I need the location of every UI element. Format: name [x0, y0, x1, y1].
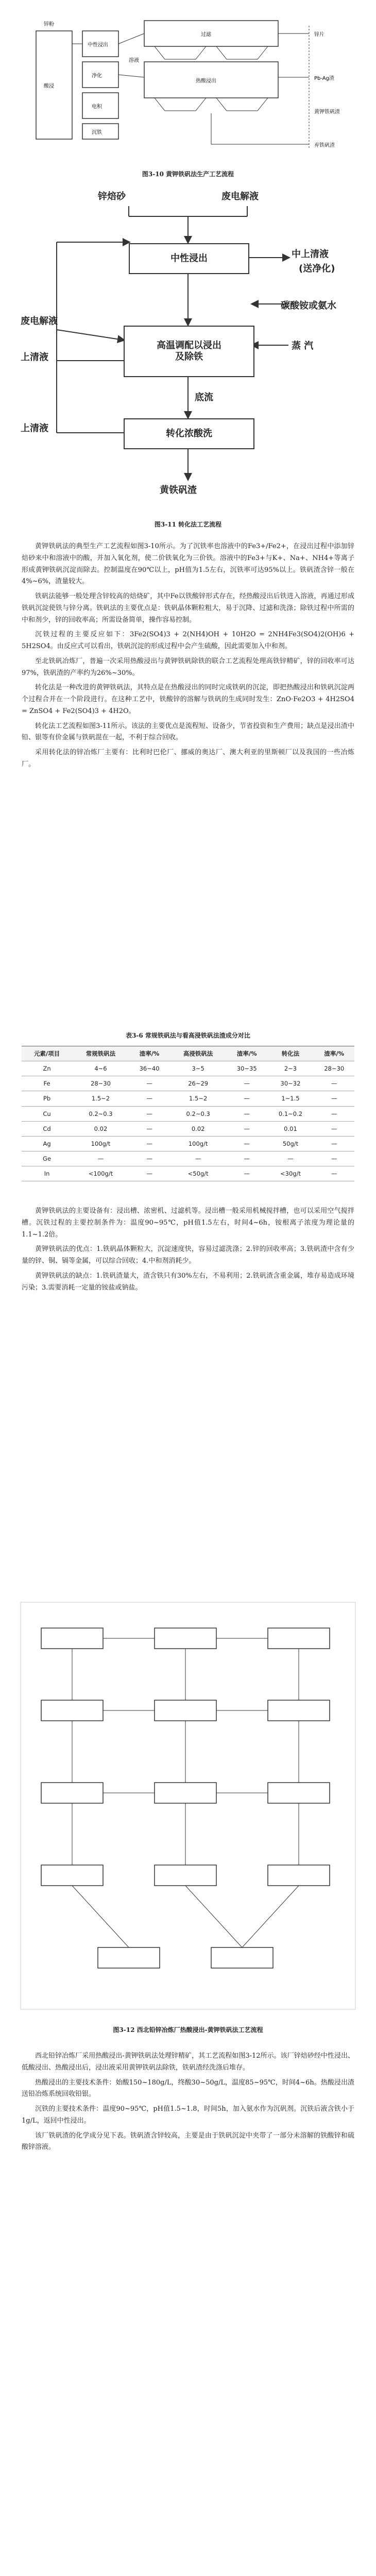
- node-spent-electrolyte: 废电解液: [21, 316, 58, 327]
- table-row: [22, 1151, 354, 1166]
- table-cell: —: [227, 1151, 267, 1166]
- table-cell: 50g/t: [267, 1136, 314, 1151]
- figure1-caption: 图3-10 黄钾铁矾法生产工艺流程: [142, 171, 234, 178]
- table-cell: 0.2~0.3: [169, 1106, 227, 1121]
- conversion-process-flowchart: [0, 185, 376, 515]
- table-cell: —: [227, 1091, 267, 1106]
- table-cell: 30~35: [227, 1061, 267, 1076]
- section-body-1: [22, 541, 354, 774]
- table1-body: [22, 1061, 354, 1181]
- table1-header-row: [22, 1046, 354, 1061]
- table-cell: 28~30: [72, 1076, 129, 1091]
- table-header-cell: 高浸铁矾法: [169, 1046, 227, 1061]
- node-spent-electrolyte-top: 废电解液: [221, 191, 259, 202]
- table-header-cell: 转化法: [267, 1046, 314, 1061]
- table-cell: —: [314, 1121, 354, 1136]
- table-cell: —: [227, 1121, 267, 1136]
- table-cell: —: [129, 1166, 169, 1181]
- paragraph-2: 铁矾法能够一般处理含锌较高的焙烧矿，其中Fe以铁酸锌形式存在，经热酸浸出后铁进入溶液，再通过形成铁矾沉淀使铁与锌分离。铁矾法的主要优点是：铁矾晶体颗粒粗大，易于沉降、过滤和洗涤；除铁过程中所需的中和剂少，锌的回收率高；所需设备简单，操作容易控制。: [22, 592, 354, 624]
- table-cell: —: [314, 1076, 354, 1091]
- node-underflow: 底流: [195, 392, 213, 403]
- table-cell: 28~30: [314, 1061, 354, 1076]
- table-row: [22, 1166, 354, 1181]
- label-zinc-cathode: 锌片: [314, 32, 324, 38]
- table-cell: Zn: [22, 1061, 72, 1076]
- table-cell: —: [314, 1106, 354, 1121]
- table1-caption: 表3-6 常规铁矾法与看高浸铁矾法渣成分对比: [126, 1032, 250, 1039]
- table-header-cell: 常规铁矾法: [72, 1046, 129, 1061]
- paragraph-11: 西北铅锌冶炼厂采用热酸浸出-黄钾铁矾法处理锌精矿，其工艺流程如图3-12所示。该厂锌焙砂经中性浸出、低酸浸出、热酸浸出后，浸出液采用黄钾铁矾法除铁，铁矾渣经洗涤后堆存。: [22, 2052, 354, 2072]
- label-waste: 弃铁矾渣: [314, 143, 335, 148]
- node-supernatant-left2: 上清液: [21, 423, 48, 434]
- table-cell: Ge: [22, 1151, 72, 1166]
- table-header-cell: 渣率/%: [227, 1046, 267, 1061]
- table-cell: <30g/t: [267, 1166, 314, 1181]
- table-cell: 36~40: [129, 1061, 169, 1076]
- table-cell: —: [129, 1151, 169, 1166]
- plant-flowsheet-figure: [0, 1597, 376, 2020]
- node-to-purify: (送净化): [299, 263, 335, 274]
- paragraph-1: 黄钾铁矾法的典型生产工艺流程如图3-10所示。为了沉铁率也溶液中的Fe3+/Fe2+，在浸出过程中添加锌焙砂来中和溶液中的酸，并加入氧化剂，使二价铁氧化为三价铁。溶液中的Fe3+与K+、Na+、NH4+等离子形成黄钾铁矾沉淀而除去。控制温度在90℃以上，pH值为1.5左右，沉铁率可达95%以上。铁矾渣含锌一般在4%~6%，渣量较大。: [22, 543, 354, 586]
- table-cell: 2~3: [267, 1061, 314, 1076]
- table-cell: 3~5: [169, 1061, 227, 1076]
- table-header-cell: 渣率/%: [314, 1046, 354, 1061]
- table-cell: —: [227, 1166, 267, 1181]
- table-cell: —: [129, 1121, 169, 1136]
- table-cell: 0.1~0.2: [267, 1106, 314, 1121]
- paragraph-5: 转化法是一种改进的黄钾铁矾法，其特点是在热酸浸出的同时完成铁矾的沉淀，即把热酸浸出和铁矾沉淀两个过程合并在一个阶段进行。在这种工艺中，铁酸锌的溶解与铁矾的生成同时发生：ZnO·Fe2O3 + 4H2SO4 = ZnSO4 + Fe2(SO4)3 + 4H2O。: [22, 684, 354, 715]
- paragraph-3: 沉铁过程的主要反应如下：3Fe2(SO4)3 + 2(NH4)OH + 10H2O = 2NH4Fe3(SO4)2(OH)6 + 5H2SO4。由反应式可以看出，铁矾沉淀的形成过程中会产生硫酸，因此需要加入中和剂。: [22, 631, 354, 650]
- node-neutral-leach: 中性浸出: [129, 243, 249, 274]
- label-precipitation: 沉铁: [92, 130, 102, 135]
- paragraph-10: 黄钾铁矾法的缺点：1.铁矾渣量大，渣含铁只有30%左右，不易利用；2.铁矾渣含重金属，堆存易造成环境污染；3.需要消耗一定量的铵盐或钠盐。: [22, 1272, 354, 1292]
- table-header-cell: 元素/项目: [22, 1046, 72, 1061]
- table-cell: —: [314, 1166, 354, 1181]
- residue-comparison-table: [22, 1046, 354, 1181]
- node-product: 黄铁矾渣: [160, 485, 197, 496]
- label-acid-leach: 酸浸: [44, 83, 54, 89]
- label-purification: 净化: [92, 73, 102, 79]
- paragraph-4: 至北铁矾冶炼厂，普遍一次采用热酸浸出与黄钾铁矾除铁的联合工艺流程处理高铁锌精矿，锌的回收率可达97%，铁矾渣的产率约为26%~30%。: [22, 657, 354, 677]
- table-cell: 30~32: [267, 1076, 314, 1091]
- table-cell: Cu: [22, 1106, 72, 1121]
- table-cell: —: [314, 1151, 354, 1166]
- table-cell: Ag: [22, 1136, 72, 1151]
- table-cell: —: [314, 1091, 354, 1106]
- table-cell: 1~1.5: [267, 1091, 314, 1106]
- table-cell: 0.01: [267, 1121, 314, 1136]
- table-cell: 0.02: [169, 1121, 227, 1136]
- paragraph-9: 黄钾铁矾法的优点：1.铁矾晶体颗粒大，沉淀速度快，容易过滤洗涤；2.锌的回收率高；3.铁矾渣中含有少量的锌、铜、镉等金属，可以综合回收；4.中和剂消耗少。: [22, 1245, 354, 1265]
- table-cell: Fe: [22, 1076, 72, 1091]
- figure3-caption: 图3-12 西北铅锌冶炼厂热酸浸出-黄钾铁矾法工艺流程: [113, 2026, 263, 2033]
- node-supernatant-right: 中上清液: [292, 249, 329, 260]
- table-cell: —: [129, 1091, 169, 1106]
- table-cell: —: [267, 1151, 314, 1166]
- figure2-caption: 图3-11 转化法工艺流程: [154, 521, 222, 528]
- paragraph-12: 热酸浸出的主要技术条件：始酸150~180g/L，终酸30~50g/L，温度85~95℃，时间4~6h。热酸浸出渣送铅冶炼系统回收铅银。: [22, 2078, 354, 2098]
- table-cell: 100g/t: [72, 1136, 129, 1151]
- table-row: [22, 1061, 354, 1076]
- node-supernatant-left: 上清液: [21, 352, 48, 363]
- table-cell: 1.5~2: [169, 1091, 227, 1106]
- table-cell: 100g/t: [169, 1136, 227, 1151]
- table-cell: —: [129, 1136, 169, 1151]
- section-body-2: [22, 1206, 354, 1297]
- table-cell: —: [314, 1136, 354, 1151]
- table-row: [22, 1076, 354, 1091]
- table-cell: —: [227, 1076, 267, 1091]
- paragraph-7: 采用转化法的锌冶炼厂主要有：比利时巴伦厂、挪威的奥达厂、澳大利亚的里斯顿厂以及我国的一些冶炼厂。: [22, 749, 354, 768]
- label-filtration: 过滤: [201, 32, 211, 38]
- paragraph-6: 转化法工艺流程如图3-11所示。该法的主要优点是流程短、设备少，节省投资和生产费用；缺点是浸出渣中铅、银等有价金属与铁矾混在一起，不利于综合回收。: [22, 722, 354, 742]
- label-zinc-dust: 锌粉: [44, 22, 54, 27]
- section-body-3: [22, 2050, 354, 2157]
- table-row: [22, 1091, 354, 1106]
- table-cell: —: [129, 1106, 169, 1121]
- table-cell: —: [227, 1136, 267, 1151]
- table-row: [22, 1121, 354, 1136]
- label-pb-ag-residue: Pb-Ag渣: [314, 76, 334, 81]
- table-cell: <100g/t: [72, 1166, 129, 1181]
- table-row: [22, 1136, 354, 1151]
- table-cell: 0.02: [72, 1121, 129, 1136]
- table-cell: Cd: [22, 1121, 72, 1136]
- label-jarosite-residue: 黄钾铁矾渣: [314, 109, 340, 115]
- table-cell: 26~29: [169, 1076, 227, 1091]
- node-conversion: 转化浓酸洗: [124, 418, 254, 449]
- table-cell: —: [129, 1076, 169, 1091]
- node-ammonium-carbonate: 碳酸铵或氨水: [281, 300, 336, 311]
- label-hot-acid: 热酸浸出: [196, 78, 216, 84]
- table-cell: —: [72, 1151, 129, 1166]
- label-electrowinning: 电积: [92, 104, 102, 110]
- table-cell: —: [227, 1106, 267, 1121]
- table-cell: 1.5~2: [72, 1091, 129, 1106]
- table-cell: Pb: [22, 1091, 72, 1106]
- paragraph-13: 沉铁的主要技术条件：温度90~95℃，pH值1.5~1.8，时间5h，加入氨水作为沉矾剂。沉铁后液含铁小于1g/L，返回中性浸出。: [22, 2105, 354, 2125]
- table-cell: <50g/t: [169, 1166, 227, 1181]
- table-cell: 4~6: [72, 1061, 129, 1076]
- node-hot-leach: 高温调配以浸出 及除铁: [124, 326, 254, 377]
- label-neutral-leach: 中性浸出: [88, 42, 108, 48]
- label-solution: 溶液: [129, 58, 139, 63]
- paragraph-14: 该厂铁矾渣的化学成分见下表。铁矾渣含锌较高，主要是由于铁矾沉淀中夹带了一部分未溶解的铁酸锌和硫酸锌溶液。: [22, 2131, 354, 2151]
- node-zinc-calcine: 锌焙砂: [98, 191, 126, 202]
- jarosite-flowsheet-figure: [0, 10, 376, 165]
- table-row: [22, 1106, 354, 1121]
- paragraph-8: 黄钾铁矾法的主要设备有：浸出槽、浓密机、过滤机等。浸出槽一般采用机械搅拌槽，也可以采用空气搅拌槽。沉铁过程的主要控制条件为：温度90~95℃，pH值1.5左右，时间4~6h，铵根离子浓度为理论量的1.1~1.2倍。: [22, 1207, 354, 1239]
- node-steam: 蒸 汽: [292, 341, 314, 351]
- table-cell: 0.2~0.3: [72, 1106, 129, 1121]
- table-header-cell: 渣率/%: [129, 1046, 169, 1061]
- table-cell: In: [22, 1166, 72, 1181]
- table-cell: —: [169, 1151, 227, 1166]
